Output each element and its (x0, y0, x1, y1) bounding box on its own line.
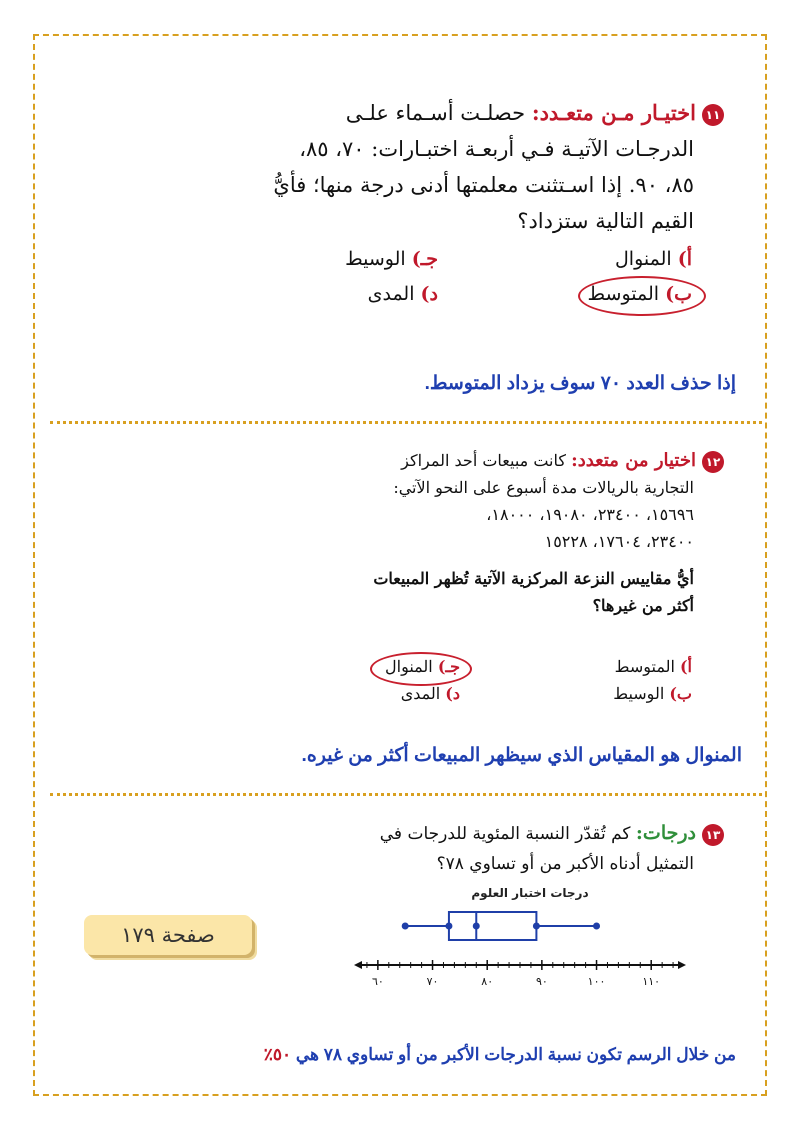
q12-choice-a[interactable] (615, 657, 692, 676)
question-12-q-line-2: أكثر من غيرها؟ (592, 596, 694, 615)
separator-2 (50, 793, 762, 796)
q12-choice-d[interactable] (401, 684, 460, 703)
question-11-line-2: الدرجـات الآتيـة فـي أربعـة اختبـارات: ٧٠، ٨٥، (299, 137, 694, 161)
box-iqr (449, 912, 536, 940)
point-max (593, 923, 600, 930)
question-13-label: درجات: (635, 822, 696, 844)
question-13-line-1 (64, 818, 724, 849)
q12-choice-a-text: المتوسط (614, 657, 675, 676)
chart-title: درجات اختبار العلوم (471, 886, 589, 900)
tick-label: ٨٠ (481, 975, 494, 988)
axis-arrow-left (354, 961, 362, 969)
q13-answer-text: من خلال الرسم تكون نسبة الدرجات الأكبر من أو تساوي ٧٨ هي (295, 1045, 736, 1064)
separator-1 (50, 421, 762, 424)
question-11-line-1 (64, 95, 724, 131)
q11-choice-c-letter: جـ) (411, 248, 438, 270)
question-12-text: كانت مبيعات أحد المراكز (401, 451, 566, 470)
q12-choice-c[interactable] (385, 657, 460, 676)
page-number-box (84, 915, 252, 955)
q11-answer: إذا حذف العدد ٧٠ سوف يزداد المتوسط. (424, 373, 736, 394)
q13-answer-value: ٥٠٪ (263, 1045, 292, 1064)
q12-choice-a-letter: أ) (679, 657, 692, 676)
question-11-line-3: ٨٥، ٩٠. إذا اسـتثنت معلمتها أدنى درجة منها؛ فأيُّ (273, 173, 694, 197)
q11-choice-a-text: المنوال (614, 248, 672, 270)
point-q1 (445, 923, 452, 930)
question-12-q-line-1: أيُّ مقاييس النزعة المركزية الآتية تُظهر المبيعات (373, 569, 694, 588)
q12-choice-b-text: الوسيط (613, 684, 665, 703)
question-11-line-4: القيم التالية ستزداد؟ (517, 209, 694, 233)
tick-label: ٦٠ (371, 975, 384, 988)
q11-choice-c-text: الوسيط (345, 248, 406, 270)
point-median (473, 923, 480, 930)
point-q3 (533, 923, 540, 930)
q11-choice-b-letter: ب) (665, 283, 692, 305)
q13-answer (264, 1045, 736, 1065)
question-13-number: ١٣ (702, 824, 724, 846)
question-13 (64, 818, 724, 879)
q11-choice-d[interactable] (368, 283, 438, 305)
q12-choice-b[interactable] (613, 684, 692, 703)
question-12-line-3: ١٥٦٩٦، ٢٣٤٠٠، ١٩٠٨٠، ١٨٠٠٠، (486, 505, 694, 524)
q11-choice-c[interactable] (345, 248, 438, 270)
q11-choice-b-text: المتوسط (587, 283, 660, 305)
question-11-text: حصلـت أسـماء علـى (345, 101, 526, 125)
q11-choice-d-text: المدى (367, 283, 415, 305)
q12-choice-c-letter: جـ) (437, 657, 460, 676)
tick-label: ١١٠ (642, 975, 661, 988)
q12-choice-b-letter: ب) (669, 684, 692, 703)
point-min (402, 923, 409, 930)
q12-answer: المنوال هو المقياس الذي سيظهر المبيعات أكثر من غيره. (301, 745, 742, 766)
question-12-line-1 (64, 447, 724, 474)
question-11-number: ١١ (702, 104, 724, 126)
question-11-label: اختيـار مـن متعـدد: (531, 100, 696, 125)
question-12-number: ١٢ (702, 451, 724, 473)
tick-label: ١٠٠ (587, 975, 606, 988)
tick-label: ٩٠ (535, 975, 548, 988)
q11-choice-b[interactable] (588, 283, 693, 305)
q11-choice-d-letter: د) (420, 283, 438, 305)
question-11 (64, 95, 724, 239)
q12-choice-d-text: المدى (400, 684, 441, 703)
axis-arrow-right (678, 961, 686, 969)
page-number-label: صفحة ١٧٩ (121, 923, 215, 947)
question-12-label: اختيار من متعدد: (571, 450, 696, 471)
q11-choice-a[interactable] (615, 248, 692, 270)
q12-choice-d-letter: د) (445, 684, 460, 703)
q11-choice-a-letter: أ) (677, 248, 692, 270)
question-12 (64, 447, 724, 619)
question-12-line-4: ٢٣٤٠٠، ١٧٦٠٤، ١٥٢٢٨ (544, 532, 694, 551)
question-12-line-2: التجارية بالريالات مدة أسبوع على النحو الآتي: (393, 478, 694, 497)
tick-label: ٧٠ (426, 975, 439, 988)
q12-choice-c-text: المنوال (385, 657, 433, 676)
question-13-text: كم تُقدّر النسبة المئوية للدرجات في (379, 824, 631, 844)
boxplot-chart (350, 880, 690, 1000)
question-13-line-2: التمثيل أدناه الأكبر من أو تساوي ٧٨؟ (436, 854, 694, 874)
